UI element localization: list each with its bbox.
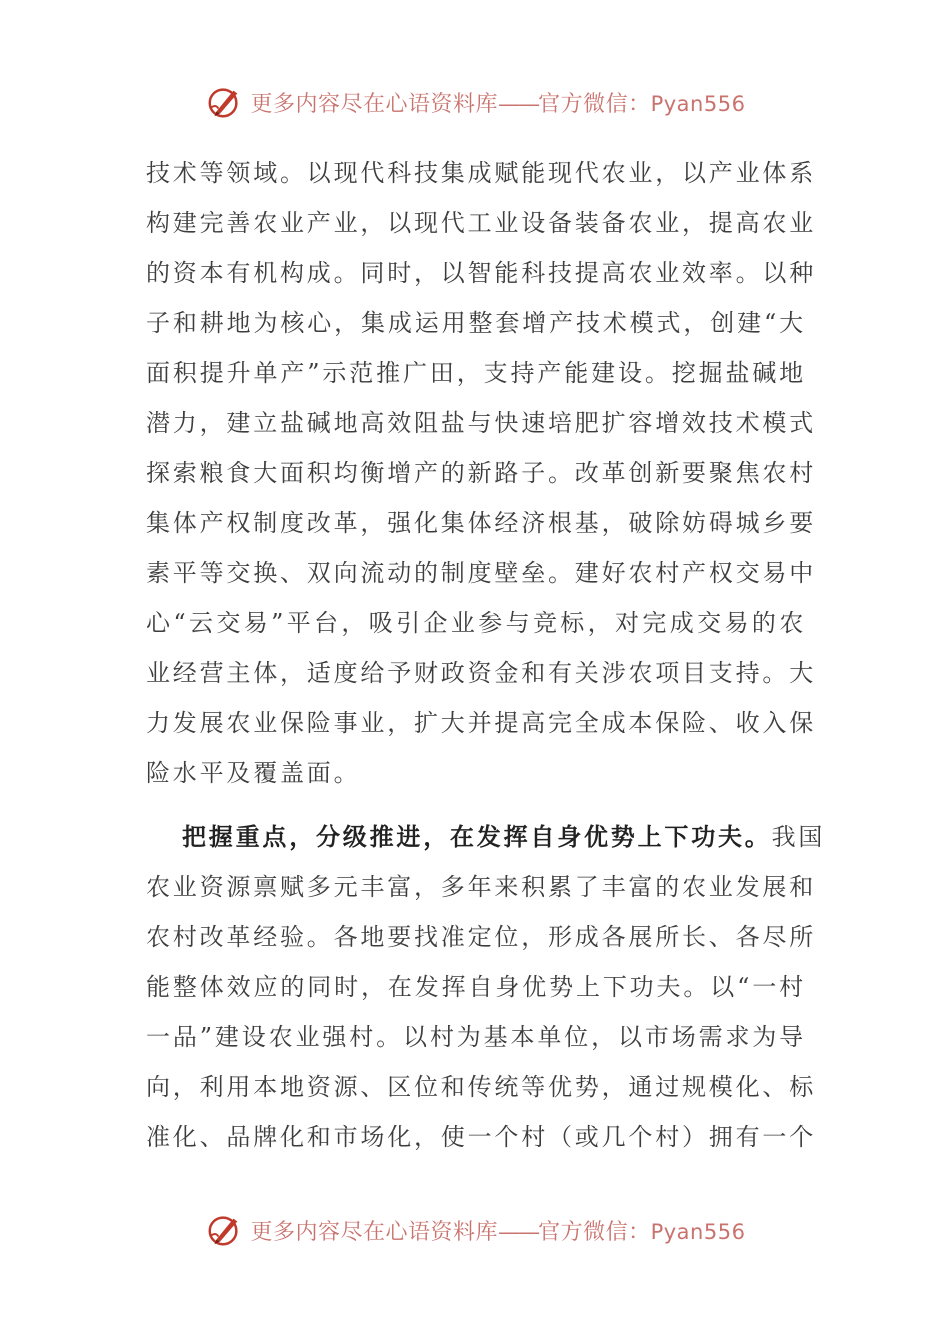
footer-banner-text: 更多内容尽在心语资料库——官方微信：Pyan556 xyxy=(250,1219,746,1245)
text-line: 子和耕地为核心，集成运用整套增产技术模式，创建“大 xyxy=(146,309,806,337)
pen-logo-icon xyxy=(205,83,243,121)
footer-wechat-id: Pyan556 xyxy=(650,1219,746,1244)
text-line: 业经营主体，适度给予财政资金和有关涉农项目支持。大 xyxy=(146,659,816,687)
paragraph-2-first-line xyxy=(146,812,826,862)
text-line: 构建完善农业产业，以现代工业设备装备农业，提高农业 xyxy=(146,209,816,237)
footer-banner xyxy=(0,1208,950,1252)
text-line: 力发展农业保险事业，扩大并提高完全成本保险、收入保 xyxy=(146,709,816,737)
header-wechat-id: Pyan556 xyxy=(650,91,746,116)
paragraph-1 xyxy=(146,148,816,798)
text-line: 农村改革经验。各地要找准定位，形成各展所长、各尽所 xyxy=(146,923,816,951)
document-body xyxy=(146,148,826,1162)
pen-logo-icon xyxy=(205,1211,243,1249)
header-banner xyxy=(0,80,950,124)
paragraph-heading: 把握重点，分级推进，在发挥自身优势上下功夫。 xyxy=(182,822,772,851)
header-banner-text: 更多内容尽在心语资料库——官方微信：Pyan556 xyxy=(250,91,746,117)
paragraph-2-first-line-rest: 我国 xyxy=(771,823,826,851)
paragraph-2 xyxy=(146,812,826,1162)
text-line: 农业资源禀赋多元丰富，多年来积累了丰富的农业发展和 xyxy=(146,873,816,901)
text-line: 的资本有机构成。同时，以智能科技提高农业效率。以种 xyxy=(146,259,816,287)
text-line: 潜力，建立盐碱地高效阻盐与快速培肥扩容增效技术模式 xyxy=(146,409,816,437)
text-line: 素平等交换、双向流动的制度壁垒。建好农村产权交易中 xyxy=(146,559,816,587)
text-line: 面积提升单产”示范推广田，支持产能建设。挖掘盐碱地 xyxy=(146,359,806,387)
text-line: 能整体效应的同时，在发挥自身优势上下功夫。以“一村 xyxy=(146,973,806,1001)
text-line: 险水平及覆盖面。 xyxy=(146,759,361,787)
text-line: 向，利用本地资源、区位和传统等优势，通过规模化、标 xyxy=(146,1073,816,1101)
text-line: 准化、品牌化和市场化，使一个村（或几个村）拥有一个 xyxy=(146,1123,816,1151)
text-line: 一品”建设农业强村。以村为基本单位，以市场需求为导 xyxy=(146,1023,806,1051)
text-line: 心“云交易”平台，吸引企业参与竞标，对完成交易的农 xyxy=(146,609,806,637)
text-line: 集体产权制度改革，强化集体经济根基，破除妨碍城乡要 xyxy=(146,509,816,537)
text-line: 探索粮食大面积均衡增产的新路子。改革创新要聚焦农村 xyxy=(146,459,816,487)
text-line: 技术等领域。以现代科技集成赋能现代农业，以产业体系 xyxy=(146,159,816,187)
